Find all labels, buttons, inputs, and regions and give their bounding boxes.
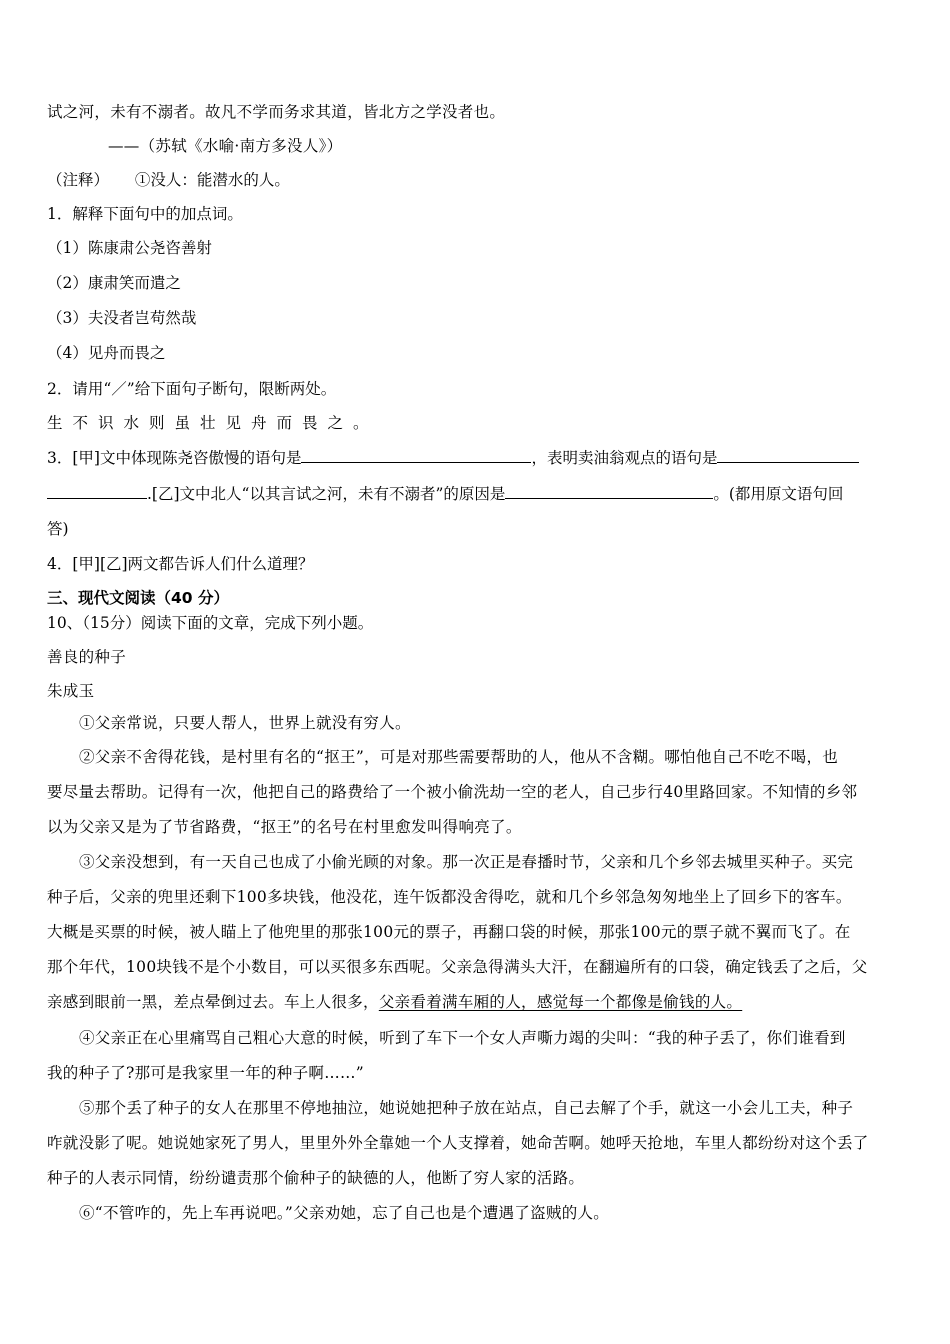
top-line: 试之河，未有不溺者。故凡不学而务求其道，皆北方之学没者也。	[47, 103, 506, 121]
source-citation: ——（苏轼《水喻·南方多没人》）	[108, 137, 343, 155]
question-3-part-2: ，表明卖油翁观点的语句是	[531, 449, 718, 467]
paragraph-2-line-2: 要尽量去帮助。记得有一次，他把自己的路费给了一个被小偷洗劫一空的老人，自己步行40里路回家。不知情的乡邻	[47, 783, 858, 801]
question-3-line-2	[47, 482, 843, 505]
question-1-item-4: （4）见舟而畏之	[47, 344, 166, 362]
paragraph-4-line-2: 我的种子了?那可是我家里一年的种子啊……”	[47, 1064, 365, 1082]
paragraph-1: ①父亲常说，只要人帮人，世界上就没有穷人。	[79, 714, 411, 732]
question-3-line-3: 答)	[47, 520, 69, 538]
question-1-item-1: （1）陈康肃公尧咨善射	[47, 239, 212, 257]
question-1-item-3: （3）夫没者岂苟然哉	[47, 309, 197, 327]
question-3-part-4: 。(都用原文语句回	[713, 485, 844, 503]
paragraph-5-line-2: 咋就没影了呢。她说她家死了男人，里里外外全靠她一个人支撑着，她命苦啊。她呼天抢地，车里人都纷纷对这个丢了	[47, 1134, 869, 1152]
answer-blank-1[interactable]	[301, 446, 531, 463]
paragraph-3-line-3: 大概是买票的时候，被人瞄上了他兜里的那张100元的票子，再翻口袋的时候，那张100元的票子就不翼而飞了。在	[47, 923, 851, 941]
paragraph-4-line-1: ④父亲正在心里痛骂自己粗心大意的时候，听到了车下一个女人声嘶力竭的尖叫：“我的种子丢了，你们谁看到	[79, 1029, 846, 1047]
note	[47, 169, 290, 191]
paragraph-2-line-1: ②父亲不舍得花钱，是村里有名的“抠王”，可是对那些需要帮助的人，他从不含糊。哪怕他自己不吃不喝，也	[79, 748, 839, 766]
question-1-title: 1．解释下面句中的加点词。	[47, 205, 243, 223]
note-label: （注释）	[47, 171, 110, 189]
answer-blank-2-cont[interactable]	[47, 482, 147, 499]
paragraph-3-line-1: ③父亲没想到，有一天自己也成了小偷光顾的对象。那一次正是春播时节，父亲和几个乡邻去城里买种子。买完	[79, 853, 854, 871]
question-3-part-3: .[乙]文中北人“以其言试之河，未有不溺者”的原因是	[147, 485, 506, 503]
paragraph-5-line-3: 种子的人表示同情，纷纷谴责那个偷种子的缺德的人，他断了穷人家的活路。	[47, 1169, 585, 1187]
answer-blank-2[interactable]	[717, 446, 859, 463]
paragraph-2-line-3: 以为父亲又是为了节省路费，“抠王”的名号在村里愈发叫得响亮了。	[47, 818, 522, 836]
question-3-part-1: 3．[甲]文中体现陈尧咨傲慢的语句是	[47, 449, 302, 467]
question-2-title: 2．请用“／”给下面句子断句，限断两处。	[47, 380, 337, 398]
paragraph-3-line-4: 那个年代，100块钱不是个小数目，可以买很多东西呢。父亲急得满头大汗，在翻遍所有的口袋，确定钱丢了之后，父	[47, 958, 868, 976]
question-3-line-1	[47, 446, 859, 469]
article-title: 善良的种子	[47, 648, 127, 666]
underlined-sentence: 父亲看着满车厢的人，感觉每一个都像是偷钱的人。	[378, 993, 743, 1011]
note-text: ①没人：能潜水的人。	[134, 171, 290, 189]
paragraph-5-line-1: ⑤那个丢了种子的女人在那里不停地抽泣，她说她把种子放在站点，自己去解了个手，就这一小会儿工夫，种子	[79, 1099, 854, 1117]
question-10-intro: 10、（15分）阅读下面的文章，完成下列小题。	[47, 614, 374, 632]
question-2-sentence: 生不识水则虽壮见舟而畏之。	[47, 414, 379, 432]
paragraph-6: ⑥“不管咋的，先上车再说吧。”父亲劝她，忘了自己也是个遭遇了盗贼的人。	[79, 1204, 610, 1222]
article-author: 朱成玉	[47, 682, 95, 700]
section-3-heading: 三、现代文阅读（40 分）	[47, 589, 229, 607]
paragraph-3-line-5-text: 亲感到眼前一黑，差点晕倒过去。车上人很多，	[47, 993, 379, 1011]
answer-blank-3[interactable]	[505, 482, 713, 499]
question-4-title: 4．[甲][乙]两文都告诉人们什么道理？	[47, 555, 314, 573]
paragraph-3-line-2: 种子后，父亲的兜里还剩下100多块钱，他没花，连午饭都没舍得吃，就和几个乡邻急匆匆地坐上了回乡下的客车。	[47, 888, 852, 906]
paragraph-3-line-5	[47, 991, 742, 1013]
question-1-item-2: （2）康肃笑而遣之	[47, 274, 181, 292]
